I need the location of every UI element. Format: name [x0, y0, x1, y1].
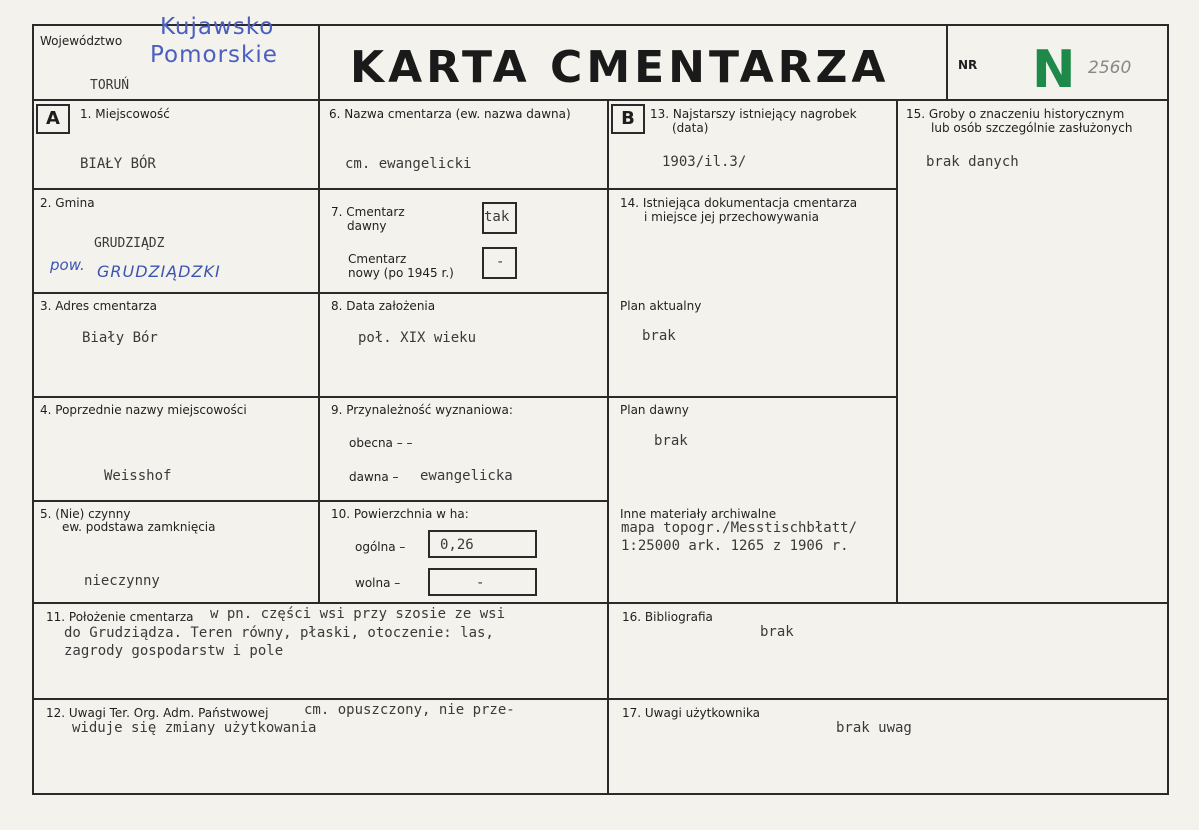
row-divider-3 [32, 396, 896, 398]
f8-label: 8. Data założenia [331, 299, 436, 313]
plan-aktualny-value: brak [642, 328, 676, 344]
f7-label-a2: dawny [347, 219, 387, 233]
f9-dawna-label: dawna – [349, 470, 399, 484]
f16-label: 16. Bibliografia [622, 610, 713, 624]
f10-wolna-label: wolna – [355, 576, 401, 590]
f5-label-1: 5. (Nie) czynny [40, 507, 131, 521]
stamp-line2: Pomorskie [150, 42, 278, 68]
f10-ogolna-label: ogólna – [355, 540, 406, 554]
plan-dawny-value: brak [654, 433, 688, 449]
border-right [1167, 24, 1169, 795]
f9-obecna-label: obecna – – [349, 436, 413, 450]
inne-value-2: 1:25000 ark. 1265 z 1906 r. [621, 538, 849, 554]
f11-label: 11. Położenie cmentarza [46, 610, 194, 624]
f12-value-1: cm. opuszczony, nie prze- [304, 702, 515, 718]
f1-label: 1. Miejscowość [80, 107, 170, 121]
row-divider-4 [32, 500, 609, 502]
col-divider-3 [896, 99, 898, 604]
f17-value: brak uwag [836, 720, 912, 736]
section-a-box: A [36, 104, 70, 134]
f6-label: 6. Nazwa cmentarza (ew. nazwa dawna) [329, 107, 571, 121]
f12-value-2: widuje się zmiany użytkowania [72, 720, 317, 736]
card-title: KARTA CMENTARZA [350, 42, 890, 93]
col-divider-2 [607, 99, 609, 795]
header-col-1 [318, 24, 320, 101]
stamp-line1: Kujawsko [160, 14, 275, 40]
f3-label: 3. Adres cmentarza [40, 299, 157, 313]
border-left [32, 24, 34, 795]
f3-value: Biały Bór [82, 330, 158, 346]
f13-value: 1903/il.3/ [662, 154, 747, 170]
header-divider [32, 99, 1169, 101]
f7-label-a1: 7. Cmentarz [331, 205, 405, 219]
row-divider-1 [32, 188, 896, 190]
f4-value: Weisshof [104, 468, 172, 484]
f10-ogolna-box: 0,26 [428, 530, 537, 558]
f5-label-2: ew. podstawa zamknięcia [62, 520, 216, 534]
f14-label-2: i miejsce jej przechowywania [644, 210, 819, 224]
border-bottom [32, 793, 1169, 795]
f9-label: 9. Przynależność wyznaniowa: [331, 403, 513, 417]
f13-label-2: (data) [672, 121, 709, 135]
f4-label: 4. Poprzednie nazwy miejscowości [40, 403, 247, 417]
plan-aktualny-label: Plan aktualny [620, 299, 702, 313]
row-divider-6 [32, 698, 1169, 700]
nr-letter: N [1032, 40, 1076, 100]
f12-label: 12. Uwagi Ter. Org. Adm. Państwowej [46, 706, 269, 720]
f15-value: brak danych [926, 154, 1019, 170]
f2-hand-prefix: pow. [50, 256, 85, 274]
f9-dawna-value: ewangelicka [420, 468, 513, 484]
f2-value: GRUDZIĄDZ [94, 236, 165, 251]
f11-value-1: w pn. części wsi przy szosie ze wsi [210, 606, 506, 622]
f6-value: cm. ewangelicki [345, 156, 472, 172]
f15-label-1: 15. Groby o znaczeniu historycznym [906, 107, 1125, 121]
f7-label-b1: Cmentarz [348, 252, 407, 266]
inne-value-1: mapa topogr./Messtischbłatt/ [621, 520, 858, 536]
f10-wolna-box: - [428, 568, 537, 596]
section-b-box: B [611, 104, 645, 134]
wojewodztwo-value: TORUŃ [90, 78, 130, 93]
f7-box-dawny: tak [482, 202, 517, 234]
f1-value: BIAŁY BÓR [80, 156, 156, 172]
header-col-2 [946, 24, 948, 101]
f11-value-3: zagrody gospodarstw i pole [64, 643, 284, 659]
f15-label-2: lub osób szczególnie zasłużonych [931, 121, 1133, 135]
f5-value: nieczynny [84, 573, 160, 589]
f14-label-1: 14. Istniejąca dokumentacja cmentarza [620, 196, 858, 210]
f16-value: brak [760, 624, 794, 640]
f7-box-nowy: - [482, 247, 517, 279]
f13-label-1: 13. Najstarszy istniejący nagrobek [650, 107, 857, 121]
row-divider-2 [32, 292, 609, 294]
nr-label: NR [958, 58, 978, 72]
col-divider-1 [318, 99, 320, 604]
f2-label: 2. Gmina [40, 196, 95, 210]
row-divider-5 [32, 602, 1169, 604]
nr-number: 2560 [1088, 58, 1132, 78]
inne-label: Inne materiały archiwalne [620, 507, 777, 521]
wojewodztwo-label: Województwo [40, 34, 123, 48]
f7-label-b2: nowy (po 1945 r.) [348, 266, 454, 280]
f11-value-2: do Grudziądza. Teren równy, płaski, otoczenie: las, [64, 625, 494, 641]
plan-dawny-label: Plan dawny [620, 403, 689, 417]
f10-label: 10. Powierzchnia w ha: [331, 507, 469, 521]
f2-hand-value: GRUDZIĄDZKI [97, 262, 221, 281]
f17-label: 17. Uwagi użytkownika [622, 706, 761, 720]
f8-value: poł. XIX wieku [358, 330, 477, 346]
